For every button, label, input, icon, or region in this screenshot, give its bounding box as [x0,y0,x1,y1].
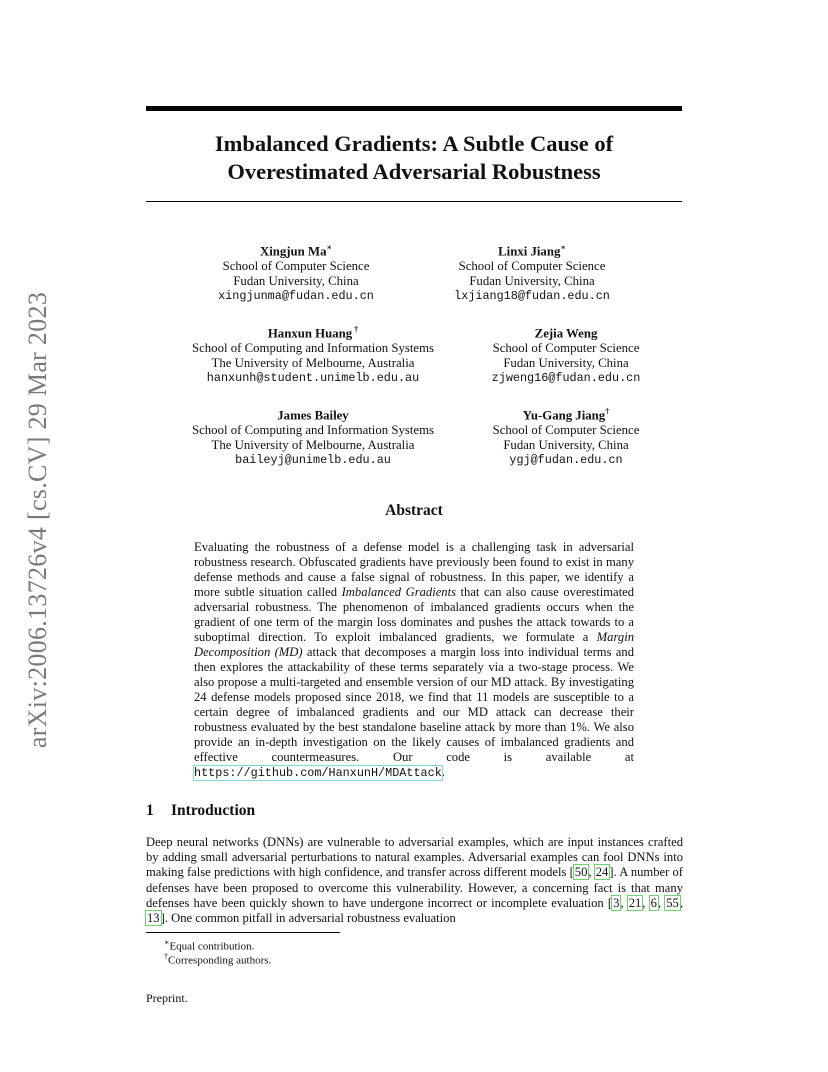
citation-link[interactable]: 6 [650,895,657,910]
footnote-rule [146,932,340,933]
author-email: hanxunh@student.unimelb.edu.au [206,371,420,386]
abstract-heading: Abstract [385,502,443,519]
footnote-mark: ∗ [164,938,170,947]
preprint-label: Preprint. [146,991,188,1005]
abstract-emphasis: Margin Decomposition (MD) [194,630,634,659]
author-block [432,240,632,304]
author-mark: † [605,407,610,416]
author-block [170,404,456,468]
footnote-text: Corresponding authors. [168,954,272,967]
author-affiliation: School of Computing and Information Systems [191,341,435,356]
arxiv-sidebar-stamp [18,280,58,760]
section-title: Introduction [171,802,256,819]
author-block [170,322,456,386]
section-heading [146,802,255,820]
author-name: James Bailey [277,408,349,423]
title-line-1: Imbalanced Gradients: A Subtle Cause of [214,131,614,156]
author-affiliation: School of Computer Science [222,259,370,274]
author-institution: Fudan University, China [503,438,629,453]
citation-link[interactable]: 50 [574,865,588,880]
intro-text: . One common pitfall in adversarial robustness evaluation [164,911,456,926]
citation-link[interactable]: 24 [595,865,609,880]
intro-paragraph: Deep neural networks (DNNs) are vulnerable to adversarial examples, which are input instances crafted by adding small adversarial perturbations to natural examples. Adversarial examples can fool DNNs into making false predictions with high confidence, and transfer across different models [50, 24]. A number of defenses have been proposed to overcome this vulnerability. However, a concerning fact is that many defenses have been quickly shown to have undergone incorrect or incomplete evaluation [3, 21, 6, 55, 13]. One common pitfall in adversarial robustness evaluation [146,835,683,926]
author-mark: ∗ [560,243,566,252]
author-institution: The University of Melbourne, Australia [211,356,415,371]
abstract-emphasis: Imbalanced Gradients [341,585,456,599]
author-name: Zejia Weng [534,326,598,341]
citation-link[interactable]: 13 [147,911,160,926]
title-top-rule [146,106,682,111]
footnote [164,950,271,968]
footnote-text: Equal contribution. [169,940,255,953]
author-institution: Fudan University, China [233,274,359,289]
title-line-2: Overestimated Adversarial Robustness [227,159,601,184]
abstract-text: Evaluating the robustness of a defense model is a challenging task in adversarial robustness research. Obfuscated gradients have previously been found to exist in many defense methods and cause a false signal of robustness. In this paper, we identify a more subtle situation called [194,540,634,599]
author-email: baileyj@unimelb.edu.au [235,453,391,468]
author-affiliation: School of Computer Science [458,259,606,274]
abstract-text: . [441,765,445,779]
footnote-mark: † [164,952,168,961]
author-email: ygj@fudan.edu.cn [509,453,623,468]
citation-link[interactable]: 3 [613,895,620,910]
citation-link[interactable]: 55 [666,895,679,910]
author-mark: † [352,325,359,334]
author-institution: The University of Melbourne, Australia [211,438,415,453]
title-bottom-rule [146,201,682,202]
intro-text: Deep neural networks (DNNs) are vulnerable to adversarial examples, which are input instances crafted by adding small adversarial perturbations to natural examples. Adversarial examples can fool DNNs into making false predictions with high confidence, and transfer across different models [146,835,683,880]
author-name: Hanxun Huang [267,326,353,341]
author-name: Yu-Gang Jiang [522,408,606,423]
code-url-link[interactable]: https://github.com/HanxunH/MDAttack [194,766,442,780]
abstract-text: that can also cause overestimated adversarial robustness. The phenomenon of imbalanced gradients occurs when the gradient of one term of the margin loss dominates and pushes the attack towards to a suboptimal direction. To exploit imbalanced gradients, we formulate a [194,585,635,644]
author-email: lxjiang18@fudan.edu.cn [454,289,610,304]
author-block [170,240,422,304]
author-block [466,322,666,386]
author-mark: ∗ [326,243,332,252]
paper-title [146,130,682,186]
author-email: xingjunma@fudan.edu.cn [218,289,374,304]
intro-text: . A number of defenses have been proposed to overcome this vulnerability. However, a concerning fact is that many defenses have been quickly shown to have undergone incorrect or incomplete evaluation [146,865,683,910]
author-institution: Fudan University, China [503,356,629,371]
author-affiliation: School of Computer Science [492,423,640,438]
citation-link[interactable]: 21 [628,895,642,910]
author-name: Linxi Jiang [498,244,561,259]
section-number: 1 [146,802,154,819]
author-affiliation: School of Computing and Information Systems [191,423,435,438]
author-block [466,404,666,468]
author-email: zjweng16@fudan.edu.cn [491,371,641,386]
author-name: Xingjun Ma [259,244,327,259]
abstract-body [194,540,634,781]
author-institution: Fudan University, China [469,274,595,289]
arxiv-identifier: arXiv:2006.13726v4 [cs.CV] 29 Mar 2023 [23,291,52,749]
abstract-text: attack that decomposes a margin loss into individual terms and then explores the attackability of these terms separately via a two-stage process. We also propose a multi-targeted and ensemble version of our MD attack. By investigating 24 defense models proposed since 2018, we find that 11 models are susceptible to a certain degree of imbalanced gradients and our MD attack can decrease their robustness evaluated by the best standalone baseline attack by more than 1%. We also provide an in-depth investigation on the likely causes of imbalanced gradients and effective countermeasures. Our code is available at [194,645,634,764]
author-affiliation: School of Computer Science [492,341,640,356]
